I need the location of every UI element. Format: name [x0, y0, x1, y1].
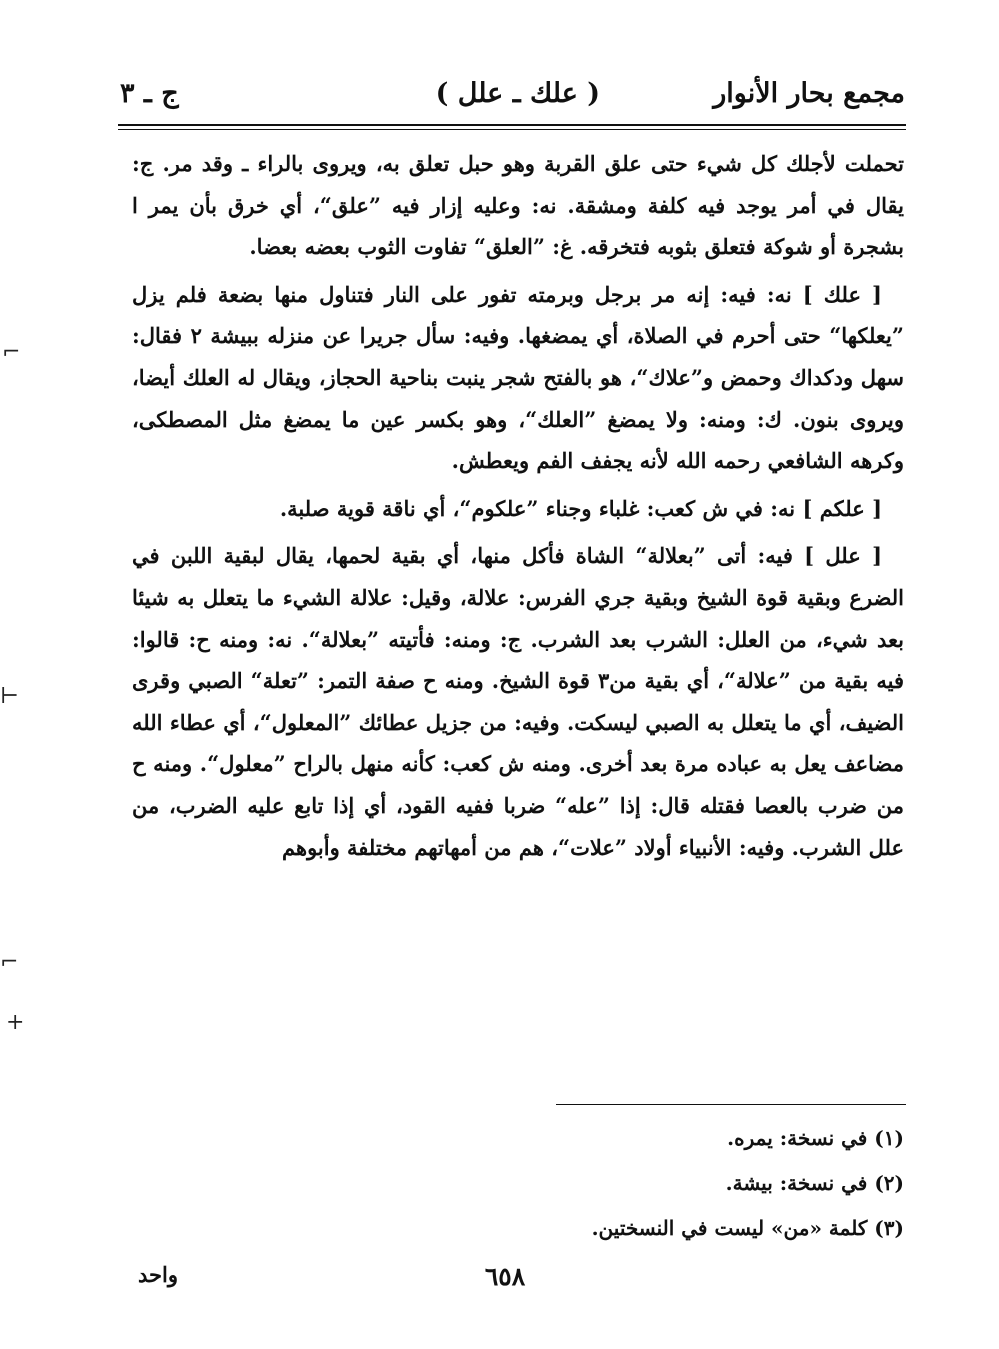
footnote: (٢) في نسخة: بيشة. — [725, 1171, 904, 1195]
margin-mark: ⌐ — [0, 950, 19, 975]
entry-alal: [ علل ] فيه: أتى ”بعلالة“ الشاة فأكل منها، أي بقية لحمها، يقال لبقية اللبن في الضرع وبقية قوة الشيخ وبقية جري الفرس: علالة، وقيل: علالة الشيء ما يتعلل به شيئا بعد شيء، من العلل: الشرب بعد الشرب. ج: ومنه: فأتيته ”بعلالة“. نه: ومنه ح: قالوا: فيه بقية من ”علالة“، أي بقية من٣ قوة الشيخ. ومنه ح صفة التمر: ”تعلة“ الصبي وقرى الضيف، أي ما يتعلل به الصبي ليسكت. وفيه: من جزيل عطائك ”المعلول“، أي عطاء الله مضاعف يعل به عباده مرة بعد أخرى. ومنه ش كعب: كأنه منهل بالراح ”معلول“. ومنه ح من ضرب بالعصا فقتله قال: إذا ”عله“ ضربا ففيه القود، أي إذا تابع عليه الضرب، من علل الشرب. وفيه: الأنبياء أولاد ”علات“، هم من أمهاتهم مختلفة وأبوهم — [132, 543, 904, 860]
page-number: ٦٥٨ — [484, 1262, 526, 1291]
margin-mark: ⊢ — [0, 684, 19, 709]
footnotes — [304, 1116, 904, 1251]
footnote-rule — [556, 1104, 906, 1105]
entry-alkam: [ علكم ] نه: في ش كعب: غلباء وجناء ”علكوم“، أي ناقة قوية صلبة. — [279, 495, 882, 521]
margin-mark: + — [6, 1010, 25, 1035]
catchword: واحد — [138, 1262, 178, 1287]
main-text — [132, 143, 904, 874]
margin-mark: ⌐ — [2, 340, 21, 365]
footnote: (٣) كلمة «من» ليست في النسختين. — [591, 1216, 904, 1240]
footnote: (١) في نسخة: يمره. — [727, 1126, 904, 1150]
entry-alak: [ علك ] نه: فيه: إنه مر برجل وبرمته تفور على النار فتناول منها بضعة فلم يزل ”يعلكها“ حتى أحرم في الصلاة، أي يمضغها. وفيه: سأل جريرا عن منزله ببيشة ٢ فقال: سهل ودكداك وحمض و”علاك“، هو بالفتح شجر ينبت بناحية الحجاز، ويقال له العلك أيضا، ويروى بنون. ك: ومنه: ولا يمضغ ”العلك“، وهو بكسر عين ما يمضغ مثل المصطكى، وكرهه الشافعي رحمه الله لأنه يجفف الفم ويعطش. — [132, 281, 904, 474]
entry-range: ( علك ـ علل ) — [435, 78, 600, 109]
book-title: مجمع بحار الأنوار — [713, 78, 905, 109]
running-header — [120, 74, 905, 120]
volume-number: ج ـ ٣ — [120, 78, 179, 109]
header-rule — [118, 124, 906, 130]
paragraph-continuation: تحملت لأجلك كل شيء حتى علق القربة وهو حبل تعلق به، ويروى بالراء ـ وقد مر. ج: يقال في أمر يوجد فيه كلفة ومشقة. نه: وعليه إزار فيه ”علق“، أي خرق بأن يمر ا بشجرة أو شوكة فتعلق بثوبه فتخرقه. غ: ”العلق“ تفاوت الثوب بعضه بعضا. — [132, 151, 904, 260]
